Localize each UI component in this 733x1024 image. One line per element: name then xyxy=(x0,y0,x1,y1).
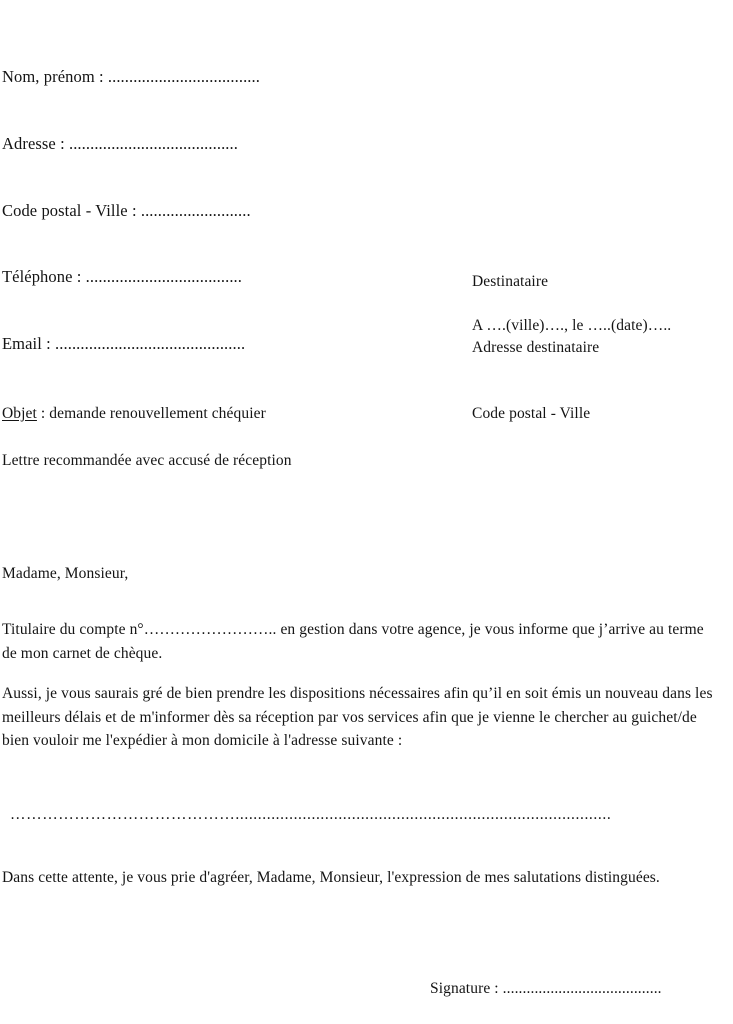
subject-text: : demande renouvellement chéquier xyxy=(36,405,266,422)
address-fill-line: …………………………………….................................................................................... xyxy=(10,806,612,823)
place-date-line: A ….(ville)…., le …..(date)….. xyxy=(472,317,672,334)
sender-address-line: Adresse : ........................................ xyxy=(2,134,238,154)
recipient-postal-city-line: Code postal - Ville xyxy=(472,405,591,422)
body-paragraph-1: Titulaire du compte n°…………………….. en gestion dans votre agence, je vous informe que j’arrive au terme de mon carnet de chèque. xyxy=(2,621,708,662)
subject-label: Objet xyxy=(2,405,37,422)
subject-line xyxy=(2,403,266,425)
sender-block xyxy=(2,22,260,399)
recipient-address-line: Adresse destinataire xyxy=(472,339,600,356)
sender-email-line: Email : ............................................. xyxy=(2,333,246,353)
sender-name-line: Nom, prénom : .................................... xyxy=(2,67,260,87)
body-paragraph-3: Dans cette attente, je vous prie d'agréer, Madame, Monsieur, l'expression de mes salutations distinguées. xyxy=(2,869,660,886)
body-paragraph-2: Aussi, je vous saurais gré de bien prendre les dispositions nécessaires afin qu’il en soit émis un nouveau dans les meilleurs délais et de m'informer dès sa réception par vos services afin que je vienne le chercher au guichet/de bien vouloir me l'expédier à mon domicile à l'adresse suivante : xyxy=(2,685,717,749)
recipient-block xyxy=(472,227,599,469)
signature-line: Signature : ........................................ xyxy=(430,980,662,997)
recipient-name-line: Destinataire xyxy=(472,273,549,290)
sender-phone-line: Téléphone : ..................................... xyxy=(2,267,242,287)
delivery-note: Lettre recommandée avec accusé de réception xyxy=(2,452,292,469)
sender-postal-city-line: Code postal - Ville : .......................... xyxy=(2,200,251,220)
salutation: Madame, Monsieur, xyxy=(2,565,129,582)
